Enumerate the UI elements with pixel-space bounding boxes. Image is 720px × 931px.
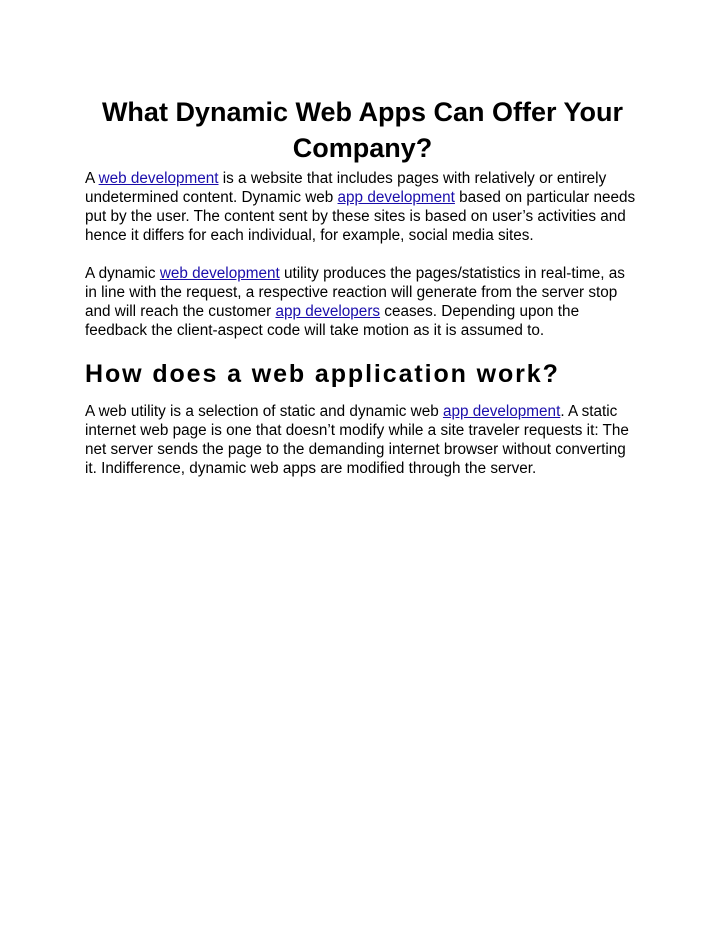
document-page (85, 94, 640, 497)
paragraph-text: ceases. Depending upon the feedback the client-aspect code will take motion as it is assumed to. (85, 303, 580, 339)
paragraph-text: based on particular needs put by the user. The content sent by these sites is based on user’s activities and hence it differs for each individual, for example, social media sites. (85, 189, 636, 244)
dynamic-utility-paragraph (85, 264, 640, 340)
paragraph-text: . A static internet web page is one that doesn’t modify while a site traveler requests it: The net server sends the page to the demanding internet browser without converting it. Indifference, dynamic web apps are modified through the server. (85, 403, 629, 477)
app-development-link[interactable]: app development (337, 189, 455, 206)
intro-paragraph (85, 169, 640, 245)
web-application-paragraph (85, 402, 640, 478)
page-title: What Dynamic Web Apps Can Offer Your Company? (101, 97, 624, 163)
paragraph-text: A web utility is a selection of static and dynamic web (85, 403, 443, 420)
app-development-link[interactable]: app development (442, 403, 561, 420)
section-heading: How does a web application work? (85, 360, 560, 388)
paragraph-text: A (85, 170, 99, 187)
app-developers-link[interactable]: app developers (275, 303, 381, 320)
web-development-link[interactable]: web development (159, 265, 280, 282)
paragraph-text: A dynamic (85, 265, 160, 282)
paragraph-text: is a website that includes pages with relatively or entirely undetermined content. Dynamic web (85, 170, 607, 206)
paragraph-text: utility produces the pages/statistics in real-time, as in line with the request, a respective reaction will generate from the server stop and will reach the customer (85, 265, 625, 320)
web-development-link[interactable]: web development (98, 170, 219, 187)
